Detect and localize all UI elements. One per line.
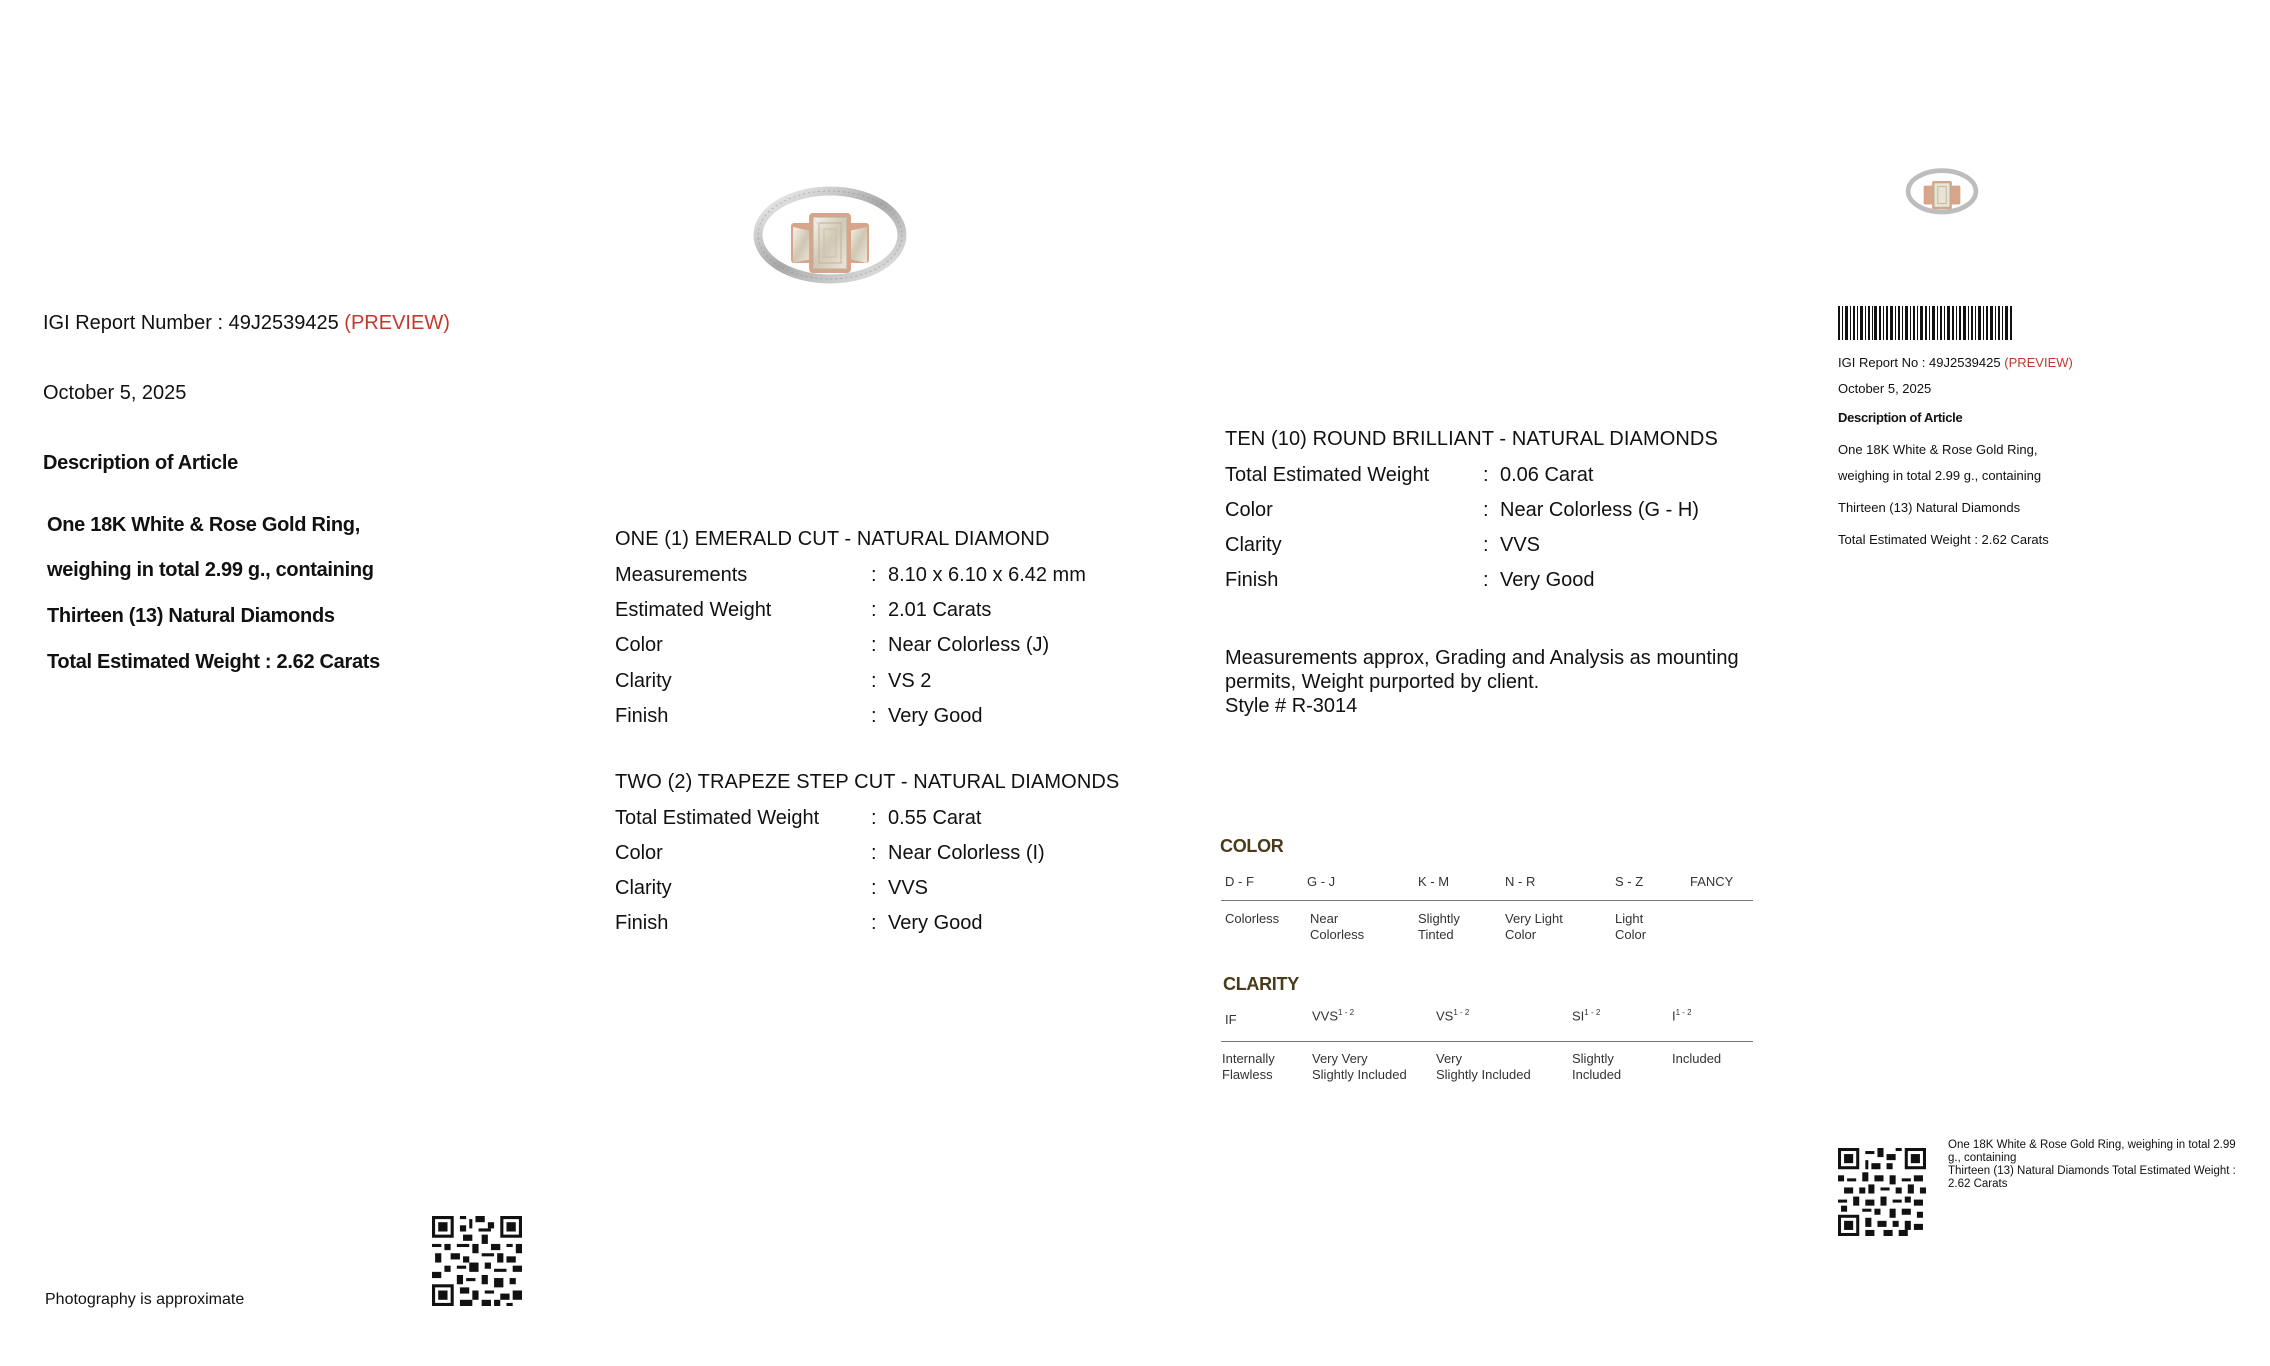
spec-colon: :: [1483, 569, 1489, 591]
desc-line: Internally: [1222, 1051, 1275, 1066]
round-finish-row: [1225, 569, 1765, 593]
spec-colon: :: [871, 705, 877, 727]
description-line-4: Total Estimated Weight : 2.62 Carats: [47, 651, 380, 673]
side-report-label: IGI Report No : 49J2539425: [1838, 355, 2001, 370]
description-line-1: One 18K White & Rose Gold Ring,: [47, 514, 360, 536]
desc-line: Colorless: [1310, 927, 1365, 942]
notes-line-2: permits, Weight purported by client.: [1225, 671, 1540, 693]
trapeze-color-row: [615, 842, 1135, 866]
desc-line: Very: [1436, 1051, 1463, 1066]
ring-photo-small: [1902, 160, 1982, 232]
spec-colon: :: [1483, 464, 1489, 486]
spec-label: Total Estimated Weight: [1225, 464, 1430, 486]
grade-code: IF: [1225, 1012, 1237, 1027]
spec-label: Color: [615, 634, 663, 656]
color-grade-desc: [1310, 911, 1364, 943]
trapeze-weight-row: [615, 807, 1135, 831]
side-report-date: October 5, 2025: [1838, 381, 1932, 396]
desc-line: Light: [1615, 911, 1644, 926]
barcode-icon: [1838, 306, 2014, 340]
desc-line: Included: [1672, 1051, 1722, 1066]
color-grade-code: K - M: [1418, 874, 1450, 889]
spec-value: Very Good: [888, 912, 983, 934]
clarity-scale-title: CLARITY: [1223, 974, 1299, 994]
desc-line: Slightly: [1418, 911, 1460, 926]
spec-value: 8.10 x 6.10 x 6.42 mm: [888, 564, 1086, 586]
round-stones-title: TEN (10) ROUND BRILLIANT - NATURAL DIAMONDS: [1225, 428, 1718, 450]
color-grade-desc: [1225, 911, 1279, 927]
spec-label: Estimated Weight: [615, 599, 772, 621]
spec-colon: :: [871, 599, 877, 621]
desc-line: Colorless: [1225, 911, 1280, 926]
report-number-label: IGI Report Number : 49J2539425: [43, 312, 339, 334]
qr-caption-line: Thirteen (13) Natural Diamonds Total Estimated Weight :: [1948, 1165, 2236, 1177]
grade-sup: 1 - 2: [1584, 1008, 1601, 1017]
grade-code: VS: [1436, 1008, 1454, 1024]
preview-tag: (PREVIEW): [344, 312, 450, 334]
qr-caption-line: 2.62 Carats: [1948, 1178, 2008, 1190]
color-scale-divider: [1221, 900, 1753, 901]
desc-line: Very Light: [1505, 911, 1563, 926]
clarity-grade-desc: [1222, 1051, 1275, 1083]
qr-caption: [1948, 1139, 2248, 1191]
spec-value: VS 2: [888, 670, 932, 692]
spec-value: Near Colorless (G - H): [1500, 499, 1699, 521]
trapeze-stones-title: TWO (2) TRAPEZE STEP CUT - NATURAL DIAMONDS: [615, 771, 1120, 793]
qr-code-icon-small: [1838, 1148, 1926, 1236]
clarity-grade-code: [1312, 1008, 1354, 1023]
desc-line: Slightly: [1572, 1051, 1614, 1066]
side-description-line-2: weighing in total 2.99 g., containing: [1838, 468, 2042, 483]
center-weight-row: [615, 599, 1135, 623]
center-finish-row: [615, 705, 1135, 729]
spec-value: Near Colorless (I): [888, 842, 1045, 864]
round-clarity-row: [1225, 534, 1765, 558]
spec-label: Total Estimated Weight: [615, 807, 820, 829]
grade-sup: 1 - 2: [1338, 1008, 1355, 1017]
spec-value: Very Good: [888, 705, 983, 727]
grade-sup: 1 - 2: [1453, 1008, 1470, 1017]
spec-colon: :: [871, 877, 877, 899]
spec-colon: :: [871, 634, 877, 656]
color-grade-code: D - F: [1225, 874, 1254, 889]
description-line-2: weighing in total 2.99 g., containing: [47, 559, 374, 581]
spec-label: Measurements: [615, 564, 748, 586]
center-clarity-row: [615, 670, 1135, 694]
spec-value: 2.01 Carats: [888, 599, 992, 621]
color-grade-code: FANCY: [1690, 874, 1734, 889]
desc-line: Included: [1572, 1067, 1622, 1082]
trapeze-finish-row: [615, 912, 1135, 936]
color-grade-desc: [1505, 911, 1563, 943]
clarity-grade-code: [1572, 1008, 1600, 1023]
spec-colon: :: [871, 670, 877, 692]
spec-colon: :: [871, 842, 877, 864]
qr-code-icon: [432, 1216, 522, 1306]
spec-label: Clarity: [615, 670, 672, 692]
side-preview-tag: (PREVIEW): [2004, 355, 2073, 370]
color-grade-code: N - R: [1505, 874, 1536, 889]
spec-label: Color: [1225, 499, 1273, 521]
desc-line: Flawless: [1222, 1067, 1273, 1082]
spec-value: VVS: [888, 877, 929, 899]
desc-line: Very Very: [1312, 1051, 1368, 1066]
clarity-grade-desc: [1572, 1051, 1621, 1083]
style-number: Style # R-3014: [1225, 695, 1358, 717]
side-description-heading: Description of Article: [1838, 410, 1963, 425]
color-scale-title: COLOR: [1220, 836, 1284, 856]
spec-colon: :: [871, 564, 877, 586]
clarity-grade-code: [1672, 1008, 1692, 1023]
photo-note: Photography is approximate: [45, 1291, 245, 1308]
clarity-grade-desc: [1672, 1051, 1721, 1067]
spec-value: Very Good: [1500, 569, 1595, 591]
center-measurements-row: [615, 564, 1135, 588]
spec-value: 0.55 Carat: [888, 807, 982, 829]
spec-colon: :: [1483, 499, 1489, 521]
qr-caption-line: One 18K White & Rose Gold Ring, weighing in total 2.99: [1948, 1139, 2236, 1151]
spec-label: Finish: [615, 912, 669, 934]
spec-label: Clarity: [1225, 534, 1282, 556]
report-date: October 5, 2025: [43, 382, 187, 404]
ring-photo: [745, 175, 915, 315]
desc-line: Slightly Included: [1436, 1067, 1531, 1082]
color-grade-desc: [1418, 911, 1460, 943]
spec-label: Clarity: [615, 877, 672, 899]
report-number: [43, 312, 450, 335]
clarity-grade-code: [1225, 1012, 1237, 1027]
round-weight-row: [1225, 464, 1765, 488]
grade-sup: 1 - 2: [1675, 1008, 1692, 1017]
clarity-grade-desc: [1436, 1051, 1531, 1083]
spec-label: Color: [615, 842, 663, 864]
side-stone-count: Thirteen (13) Natural Diamonds: [1838, 500, 2021, 515]
qr-caption-line: g., containing: [1948, 1152, 2017, 1164]
desc-line: Near: [1310, 911, 1339, 926]
notes-line-1: Measurements approx, Grading and Analysis as mounting: [1225, 647, 1739, 669]
color-grade-code: S - Z: [1615, 874, 1644, 889]
center-stone-title: ONE (1) EMERALD CUT - NATURAL DIAMOND: [615, 528, 1050, 550]
grade-code: SI: [1572, 1008, 1585, 1024]
round-color-row: [1225, 499, 1765, 523]
spec-value: 0.06 Carat: [1500, 464, 1594, 486]
clarity-grade-code: [1436, 1008, 1469, 1023]
spec-colon: :: [1483, 534, 1489, 556]
spec-value: VVS: [1500, 534, 1541, 556]
clarity-grade-desc: [1312, 1051, 1407, 1083]
color-grade-code: G - J: [1307, 874, 1336, 889]
grade-code: I: [1672, 1008, 1676, 1024]
description-line-3: Thirteen (13) Natural Diamonds: [47, 605, 335, 627]
trapeze-clarity-row: [615, 877, 1135, 901]
side-report-number: [1838, 355, 2073, 370]
spec-label: Finish: [615, 705, 669, 727]
spec-colon: :: [871, 807, 877, 829]
spec-label: Finish: [1225, 569, 1279, 591]
desc-line: Tinted: [1418, 927, 1454, 942]
desc-line: Color: [1615, 927, 1647, 942]
center-color-row: [615, 634, 1135, 658]
spec-value: Near Colorless (J): [888, 634, 1050, 656]
side-description-line-1: One 18K White & Rose Gold Ring,: [1838, 442, 2038, 457]
grading-notes: [1225, 646, 1785, 718]
color-grade-desc: [1615, 911, 1646, 943]
description-heading: Description of Article: [43, 452, 238, 474]
desc-line: Slightly Included: [1312, 1067, 1407, 1082]
desc-line: Color: [1505, 927, 1537, 942]
grade-code: VVS: [1312, 1008, 1339, 1024]
clarity-scale-divider: [1221, 1041, 1753, 1042]
spec-colon: :: [871, 912, 877, 934]
side-total-weight: Total Estimated Weight : 2.62 Carats: [1838, 532, 2049, 547]
